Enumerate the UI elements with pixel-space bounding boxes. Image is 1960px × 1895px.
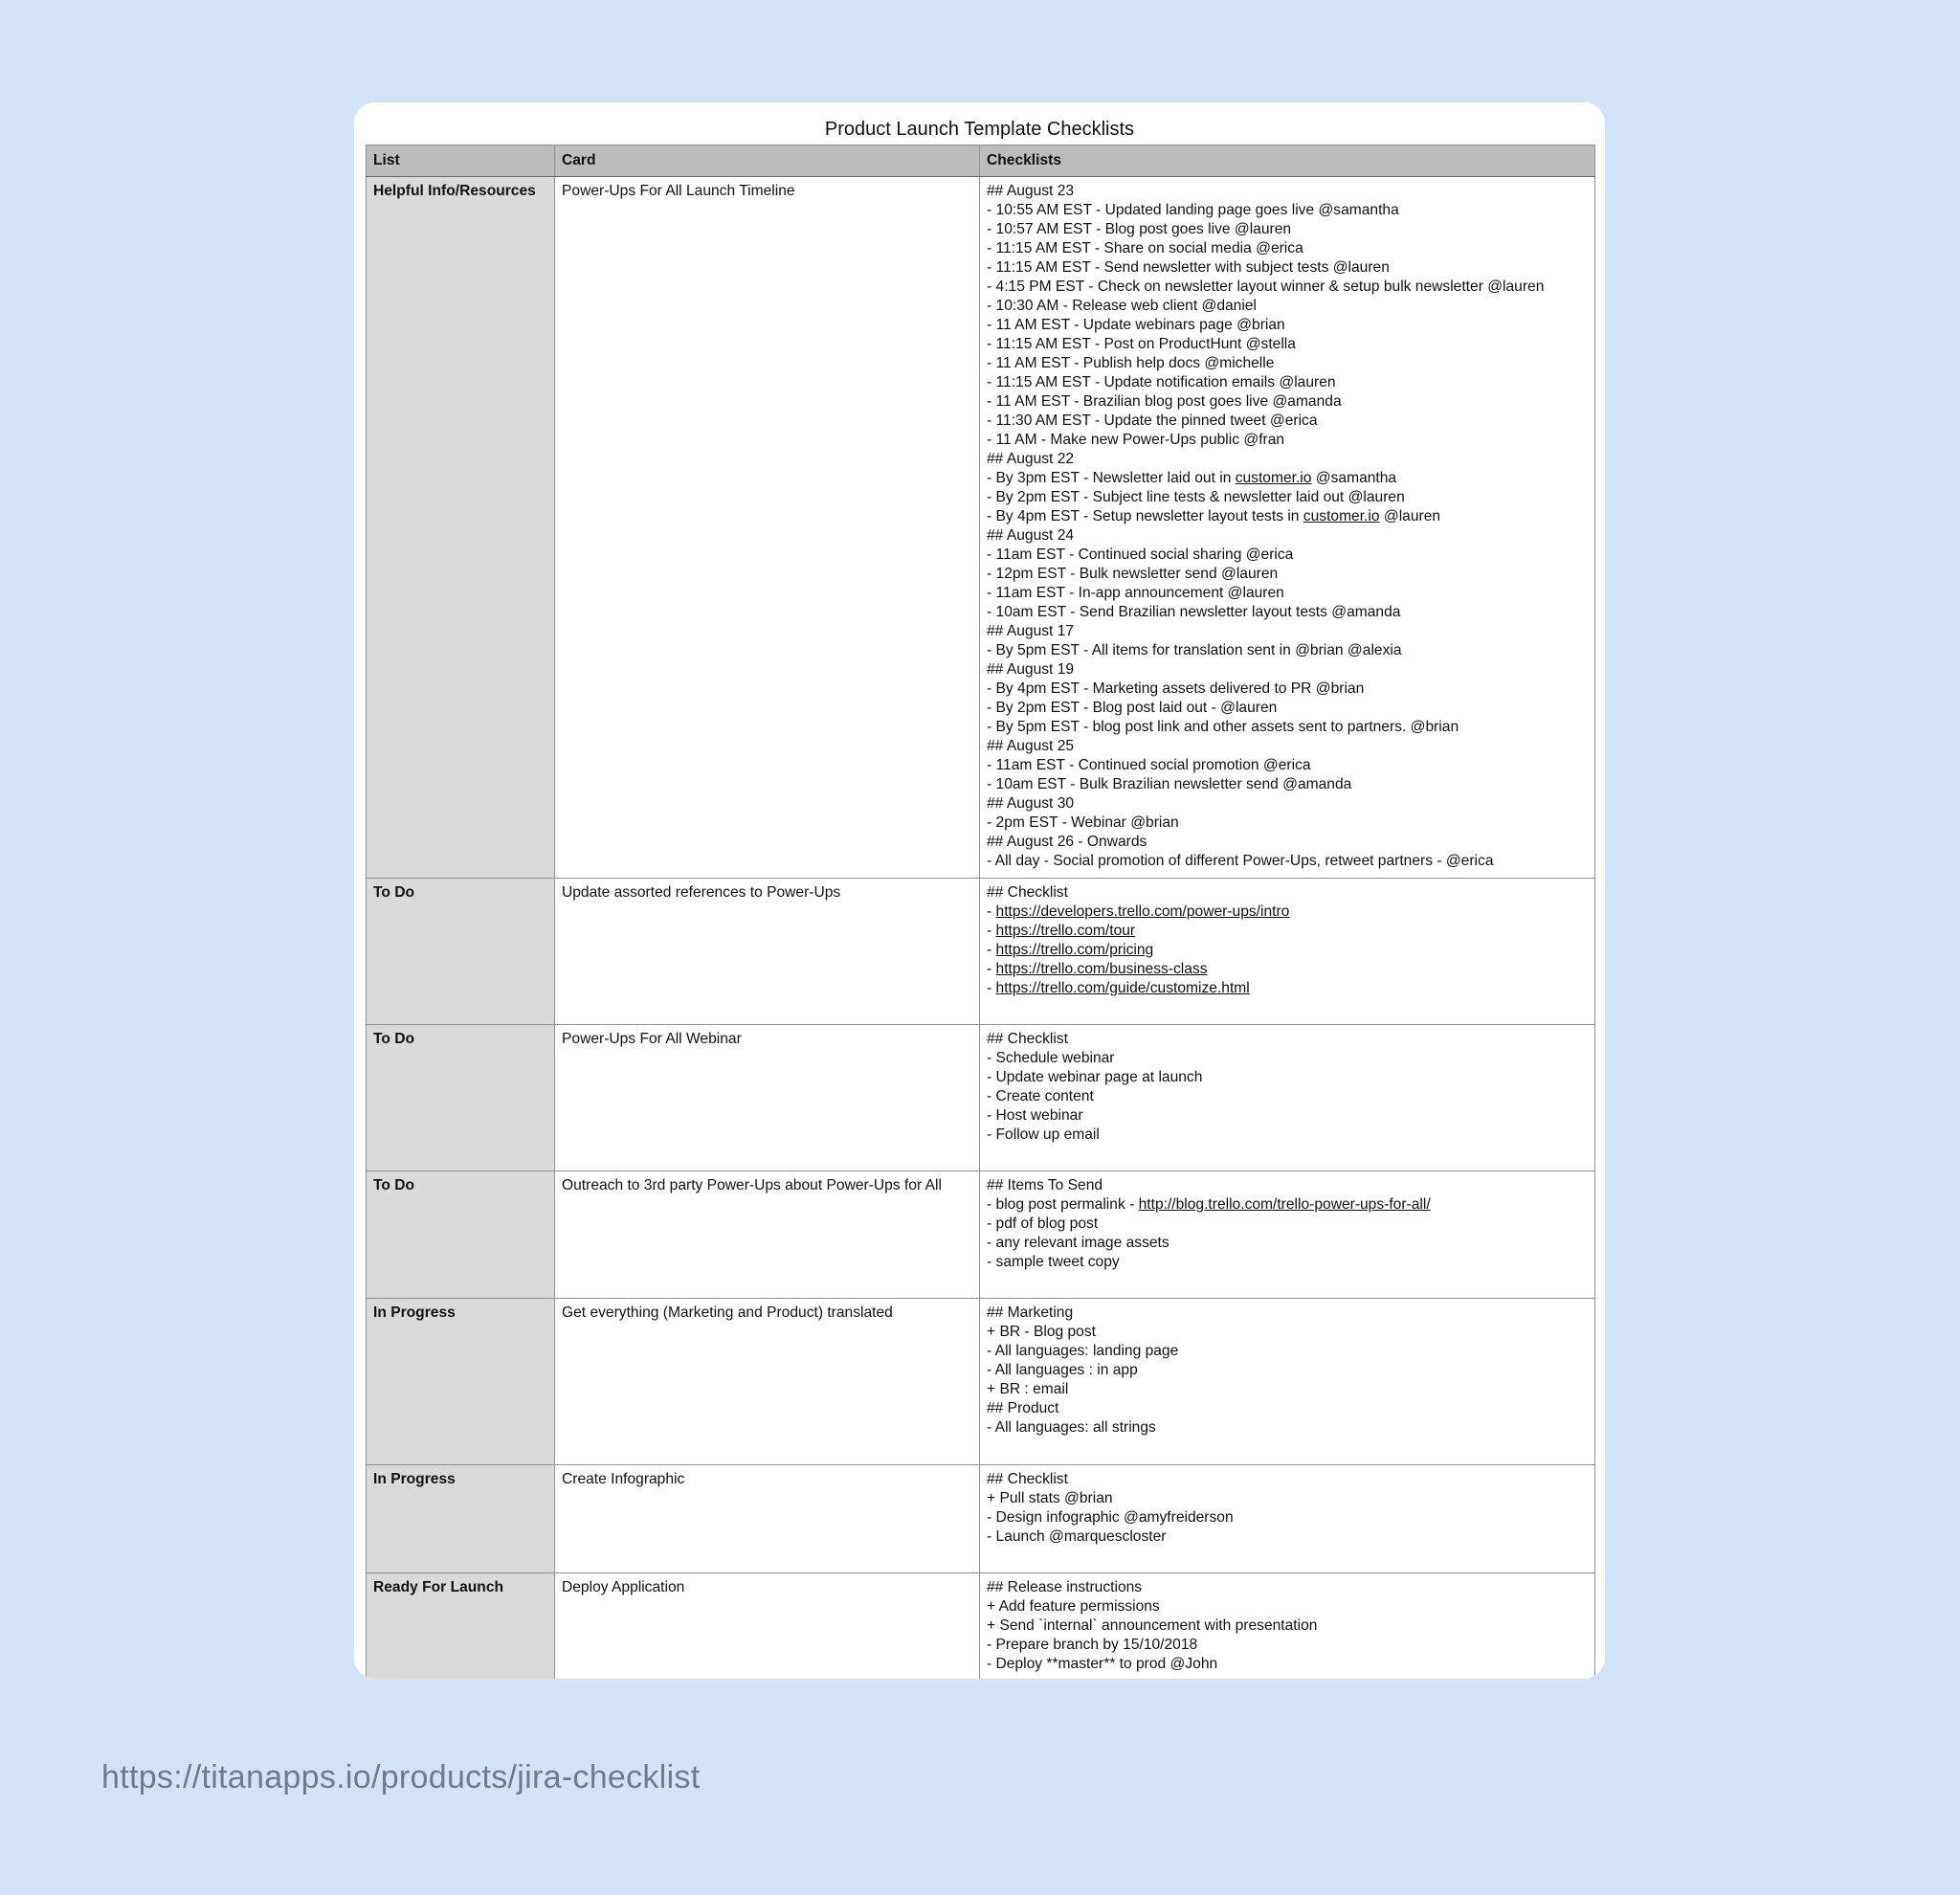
- checklist-link[interactable]: customer.io: [1303, 508, 1380, 524]
- checklist-line: [987, 546, 1588, 565]
- checklist-text: - By 2pm EST - Subject line tests & newsletter laid out @lauren: [987, 489, 1405, 505]
- checklist-text: - sample tweet copy: [987, 1254, 1120, 1270]
- document-card: [354, 102, 1605, 1679]
- checklist-link[interactable]: https://trello.com/guide/customize.html: [995, 980, 1250, 996]
- checklist-text: - 4:15 PM EST - Check on newsletter layout winner & setup bulk newsletter @lauren: [987, 279, 1545, 295]
- checklist-line: [987, 1597, 1588, 1616]
- checklist-cell: [980, 879, 1595, 1025]
- checklist-line: [987, 1616, 1588, 1636]
- checklist-line: [987, 680, 1588, 699]
- card-cell: Power-Ups For All Launch Timeline: [555, 177, 980, 879]
- card-cell: Deploy Application: [555, 1573, 980, 1680]
- checklist-text: + Add feature permissions: [987, 1598, 1160, 1615]
- checklist-text: ## August 19: [987, 661, 1075, 678]
- checklist-line: [987, 1655, 1588, 1674]
- checklist-text: - By 2pm EST - Blog post laid out - @lauren: [987, 700, 1278, 716]
- list-cell: In Progress: [367, 1299, 555, 1465]
- checklist-text: - 10:57 AM EST - Blog post goes live @lauren: [987, 221, 1292, 237]
- checklist-link[interactable]: https://developers.trello.com/power-ups/intro: [995, 903, 1290, 920]
- checklist-line: [987, 756, 1588, 775]
- checklist-line: [987, 258, 1588, 278]
- checklist-line: [987, 1342, 1588, 1361]
- checklist-text: ## August 25: [987, 738, 1075, 754]
- checklist-cell: [980, 1025, 1595, 1171]
- checklist-line: [987, 278, 1588, 297]
- column-header-list: List: [367, 145, 555, 177]
- checklist-text: + Send `internal` announcement with presentation: [987, 1617, 1318, 1634]
- card-cell: Power-Ups For All Webinar: [555, 1025, 980, 1171]
- checklist-text: -: [987, 903, 996, 920]
- checklist-line: [987, 354, 1588, 373]
- checklist-text: ## August 24: [987, 527, 1075, 544]
- checklist-text: - 2pm EST - Webinar @brian: [987, 814, 1179, 831]
- checklist-line: [987, 641, 1588, 660]
- checklist-text: @samantha: [1311, 470, 1397, 486]
- checklist-text: ## August 30: [987, 795, 1075, 812]
- checklist-text: - By 4pm EST - Setup newsletter layout tests in: [987, 508, 1303, 524]
- card-cell: Update assorted references to Power-Ups: [555, 879, 980, 1025]
- checklist-link[interactable]: customer.io: [1235, 470, 1312, 486]
- checklist-text: + Pull stats @brian: [987, 1490, 1113, 1506]
- checklist-text: - 10am EST - Bulk Brazilian newsletter send @amanda: [987, 776, 1352, 792]
- checklist-line: [987, 833, 1588, 852]
- checklist-text: - All languages: landing page: [987, 1343, 1179, 1359]
- checklist-text: - Prepare branch by 15/10/2018: [987, 1637, 1198, 1653]
- checklist-line: [987, 814, 1588, 833]
- checklist-text: - 11 AM EST - Brazilian blog post goes live @amanda: [987, 393, 1342, 410]
- checklist-line: [987, 412, 1588, 431]
- checklist-line: [987, 737, 1588, 756]
- checklist-text: ## Items To Send: [987, 1177, 1103, 1193]
- checklist-text: - pdf of blog post: [987, 1215, 1099, 1232]
- checklist-line: [987, 1253, 1588, 1272]
- checklist-text: - All languages : in app: [987, 1362, 1138, 1378]
- checklist-line: [987, 1470, 1588, 1489]
- checklist-text: - By 5pm EST - All items for translation sent in @brian @alexia: [987, 642, 1402, 658]
- checklist-line: [987, 622, 1588, 641]
- checklist-text: - 11am EST - Continued social promotion @erica: [987, 757, 1311, 773]
- checklist-text: - By 3pm EST - Newsletter laid out in: [987, 470, 1236, 486]
- table-row: [367, 1025, 1595, 1171]
- checklist-text: - Create content: [987, 1088, 1094, 1104]
- checklist-line: [987, 450, 1588, 469]
- document-title: Product Launch Template Checklists: [824, 119, 1135, 140]
- checklist-line: [987, 1304, 1588, 1323]
- checklist-line: [987, 903, 1588, 922]
- table-row: [367, 177, 1595, 879]
- checklist-text: - 11 AM EST - Publish help docs @michelle: [987, 355, 1275, 371]
- checklist-line: [987, 1049, 1588, 1068]
- checklist-text: - Launch @marquescloster: [987, 1528, 1167, 1545]
- list-cell: Helpful Info/Resources: [367, 177, 555, 879]
- card-cell: Get everything (Marketing and Product) translated: [555, 1299, 980, 1465]
- checklist-text: ## August 17: [987, 623, 1075, 639]
- table-row: [367, 879, 1595, 1025]
- checklist-cell: [980, 1299, 1595, 1465]
- checklist-text: ## August 23: [987, 183, 1075, 199]
- checklist-line: [987, 1176, 1588, 1195]
- checklist-text: - 11:15 AM EST - Post on ProductHunt @stella: [987, 336, 1296, 352]
- checklist-line: [987, 584, 1588, 603]
- list-cell: Ready For Launch: [367, 1573, 555, 1680]
- checklist-text: - 11:15 AM EST - Send newsletter with subject tests @lauren: [987, 259, 1390, 276]
- checklist-line: [987, 979, 1588, 998]
- checklist-line: [987, 794, 1588, 814]
- checklist-text: -: [987, 923, 996, 939]
- card-cell: Create Infographic: [555, 1465, 980, 1573]
- checklist-text: - Schedule webinar: [987, 1050, 1115, 1066]
- checklist-line: [987, 1578, 1588, 1597]
- checklist-line: [987, 1489, 1588, 1508]
- checklist-text: ## Checklist: [987, 1031, 1068, 1047]
- checklist-line: [987, 1234, 1588, 1253]
- checklist-text: - All day - Social promotion of different Power-Ups, retweet partners - @erica: [987, 853, 1494, 869]
- checklist-text: - 10:55 AM EST - Updated landing page goes live @samantha: [987, 202, 1399, 218]
- checklist-cell: [980, 1171, 1595, 1299]
- table-body: [367, 177, 1595, 1680]
- list-cell: To Do: [367, 1025, 555, 1171]
- checklist-text: - All languages: all strings: [987, 1419, 1156, 1436]
- checklist-line: [987, 316, 1588, 335]
- checklist-link[interactable]: https://trello.com/pricing: [995, 942, 1154, 958]
- checklist-line: [987, 220, 1588, 239]
- checklist-line: [987, 1508, 1588, 1527]
- table-row: [367, 1573, 1595, 1680]
- checklist-line: [987, 1126, 1588, 1145]
- checklist-text: - Design infographic @amyfreiderson: [987, 1509, 1234, 1526]
- checklist-table: [366, 145, 1595, 1679]
- checklist-line: [987, 373, 1588, 392]
- checklist-line: [987, 699, 1588, 718]
- checklist-text: - 11 AM EST - Update webinars page @brian: [987, 317, 1285, 333]
- checklist-text: - Host webinar: [987, 1107, 1083, 1124]
- list-cell: To Do: [367, 1171, 555, 1299]
- checklist-line: [987, 201, 1588, 220]
- checklist-text: ## August 26 - Onwards: [987, 834, 1147, 850]
- checklist-cell: [980, 1573, 1595, 1680]
- checklist-line: [987, 431, 1588, 450]
- checklist-line: [987, 660, 1588, 680]
- checklist-text: -: [987, 961, 996, 977]
- checklist-text: - 11:30 AM EST - Update the pinned tweet @erica: [987, 412, 1318, 429]
- checklist-text: @lauren: [1379, 508, 1441, 524]
- checklist-text: - Deploy **master** to prod @John: [987, 1656, 1218, 1672]
- checklist-text: - 11am EST - In-app announcement @lauren: [987, 585, 1284, 601]
- card-cell: Outreach to 3rd party Power-Ups about Power-Ups for All: [555, 1171, 980, 1299]
- checklist-line: [987, 239, 1588, 258]
- checklist-line: [987, 507, 1588, 526]
- checklist-line: [987, 1361, 1588, 1380]
- checklist-line: [987, 1323, 1588, 1342]
- column-header-checklists: Checklists: [980, 145, 1595, 177]
- checklist-text: ## Checklist: [987, 884, 1068, 901]
- checklist-line: [987, 392, 1588, 412]
- checklist-text: - By 4pm EST - Marketing assets delivered to PR @brian: [987, 680, 1365, 697]
- checklist-link[interactable]: https://trello.com/business-class: [995, 961, 1208, 977]
- checklist-text: - 11am EST - Continued social sharing @erica: [987, 546, 1294, 563]
- checklist-line: [987, 297, 1588, 316]
- checklist-link[interactable]: https://trello.com/tour: [995, 923, 1136, 939]
- checklist-text: -: [987, 980, 996, 996]
- checklist-line: [987, 469, 1588, 488]
- checklist-cell: [980, 1465, 1595, 1573]
- checklist-line: [987, 1399, 1588, 1418]
- checklist-text: ## Release instructions: [987, 1579, 1143, 1595]
- checklist-line: [987, 1418, 1588, 1438]
- checklist-text: + BR - Blog post: [987, 1324, 1096, 1340]
- checklist-line: [987, 182, 1588, 201]
- checklist-line: [987, 1215, 1588, 1234]
- checklist-text: -: [987, 942, 996, 958]
- checklist-text: - 11 AM - Make new Power-Ups public @fran: [987, 432, 1285, 448]
- checklist-line: [987, 922, 1588, 941]
- list-cell: In Progress: [367, 1465, 555, 1573]
- checklist-line: [987, 1380, 1588, 1399]
- list-cell: To Do: [367, 879, 555, 1025]
- checklist-line: [987, 1030, 1588, 1049]
- checklist-line: [987, 852, 1588, 871]
- checklist-line: [987, 883, 1588, 903]
- checklist-text: - 10am EST - Send Brazilian newsletter layout tests @amanda: [987, 604, 1401, 620]
- checklist-line: [987, 526, 1588, 546]
- checklist-text: + BR : email: [987, 1381, 1069, 1397]
- checklist-text: - Follow up email: [987, 1126, 1100, 1143]
- checklist-line: [987, 775, 1588, 794]
- checklist-text: ## Product: [987, 1400, 1059, 1416]
- checklist-text: ## August 22: [987, 451, 1075, 467]
- checklist-line: [987, 1068, 1588, 1087]
- table-header-row: [367, 145, 1595, 177]
- checklist-line: [987, 718, 1588, 737]
- checklist-text: - blog post permalink -: [987, 1196, 1139, 1213]
- checklist-line: [987, 565, 1588, 584]
- table-row: [367, 1465, 1595, 1573]
- checklist-text: - By 5pm EST - blog post link and other assets sent to partners. @brian: [987, 719, 1459, 735]
- checklist-line: [987, 941, 1588, 960]
- checklist-line: [987, 335, 1588, 354]
- checklist-line: [987, 1527, 1588, 1547]
- checklist-line: [987, 488, 1588, 507]
- checklist-line: [987, 960, 1588, 979]
- checklist-line: [987, 1106, 1588, 1126]
- checklist-line: [987, 1087, 1588, 1106]
- checklist-text: - 11:15 AM EST - Update notification emails @lauren: [987, 374, 1336, 390]
- checklist-line: [987, 603, 1588, 622]
- checklist-text: - 12pm EST - Bulk newsletter send @lauren: [987, 566, 1279, 582]
- checklist-line: [987, 1636, 1588, 1655]
- checklist-cell: [980, 177, 1595, 879]
- checklist-text: - Update webinar page at launch: [987, 1069, 1203, 1085]
- table-row: [367, 1171, 1595, 1299]
- checklist-link[interactable]: http://blog.trello.com/trello-power-ups-for-all/: [1138, 1196, 1431, 1213]
- checklist-text: - any relevant image assets: [987, 1235, 1169, 1251]
- checklist-text: ## Marketing: [987, 1304, 1074, 1321]
- checklist-line: [987, 1195, 1588, 1215]
- column-header-card: Card: [555, 145, 980, 177]
- table-row: [367, 1299, 1595, 1465]
- checklist-text: - 10:30 AM - Release web client @daniel: [987, 298, 1257, 314]
- checklist-text: ## Checklist: [987, 1471, 1068, 1487]
- checklist-text: - 11:15 AM EST - Share on social media @erica: [987, 240, 1303, 256]
- footer-url[interactable]: https://titanapps.io/products/jira-checklist: [101, 1759, 701, 1795]
